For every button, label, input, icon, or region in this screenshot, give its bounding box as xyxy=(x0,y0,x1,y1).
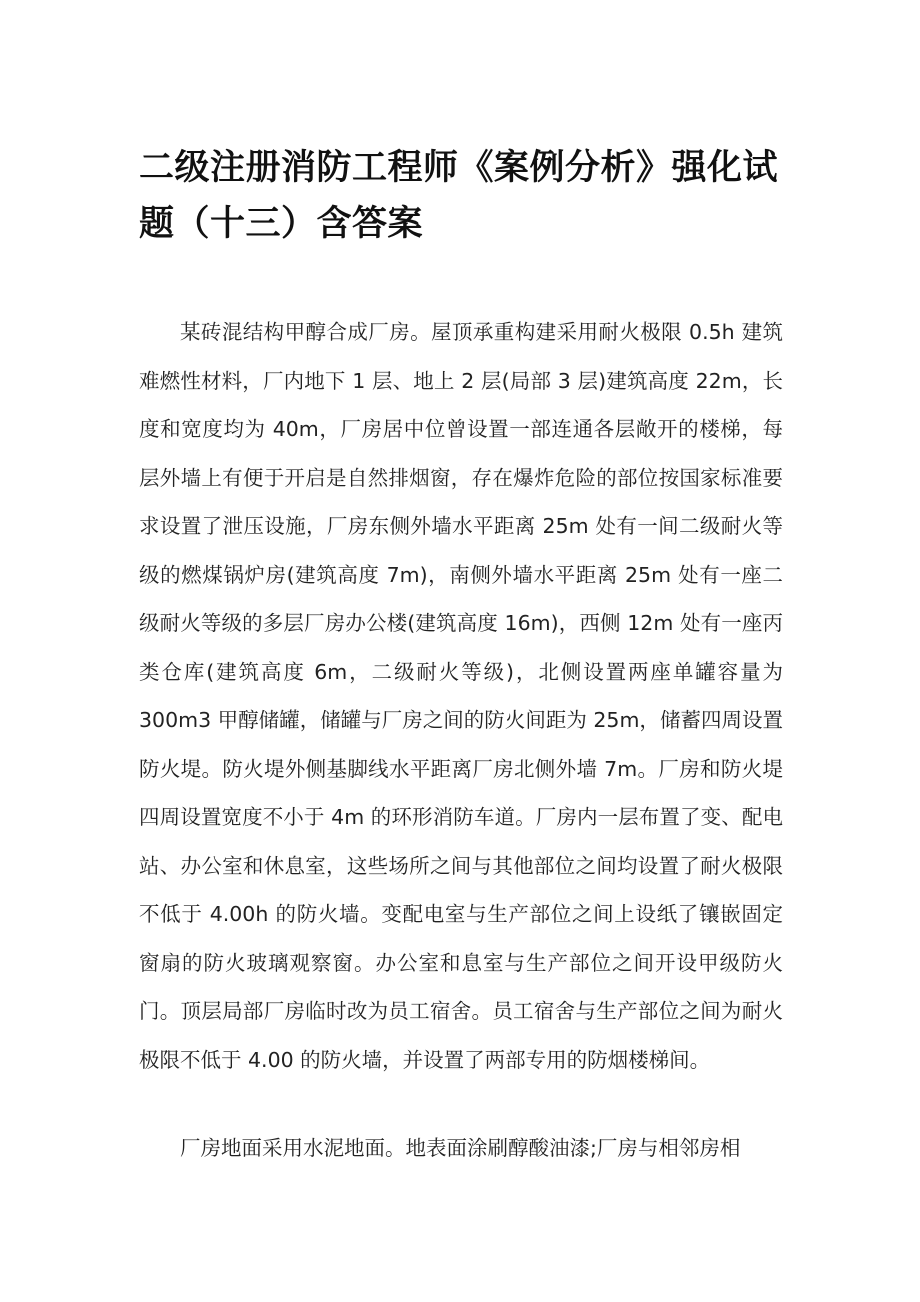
document-body xyxy=(139,140,783,1173)
document-title: 二级注册消防工程师《案例分析》强化试题（十三）含答案 xyxy=(139,148,779,244)
floor-description-paragraph: 厂房地面采用水泥地面。地表面涂刷醇酸油漆;厂房与相邻房相 xyxy=(180,1136,741,1160)
case-description-paragraph: 某砖混结构甲醇合成厂房。屋顶承重构建采用耐火极限 0.5h 建筑难燃性材料，厂内地下 1 层、地上 2 层(局部 3 层)建筑高度 22m，长度和宽度均为 40m，厂房居中位曾设置一部连通各层敞开的楼梯，每层外墙上有便于开启是自然排烟窗，存在爆炸危险的部位按国家标准要求设置了泄压设施，厂房东侧外墙水平距离 25m 处有一间二级耐火等级的燃煤锅炉房(建筑高度 7m)，南侧外墙水平距离 25m 处有一座二级耐火等级的多层厂房办公楼(建筑高度 16m)，西侧 12m 处有一座丙类仓库(建筑高度 6m，二级耐火等级)，北侧设置两座单罐容量为 300m3 甲醇储罐，储罐与厂房之间的防火间距为 25m，储蓄四周设置防火堤。防火堤外侧基脚线水平距离厂房北侧外墙 7m。厂房和防火堤四周设置宽度不小于 4m 的环形消防车道。厂房内一层布置了变、配电站、办公室和休息室，这些场所之间与其他部位之间均设置了耐火极限不低于 4.00h 的防火墙。变配电室与生产部位之间上设纸了镶嵌固定窗扇的防火玻璃观察窗。办公室和息室与生产部位之间开设甲级防火门。顶层局部厂房临时改为员工宿舍。员工宿舍与生产部位之间为耐火极限不低于 4.00 的防火墙，并设置了两部专用的防烟楼梯间。 xyxy=(139,320,783,1072)
